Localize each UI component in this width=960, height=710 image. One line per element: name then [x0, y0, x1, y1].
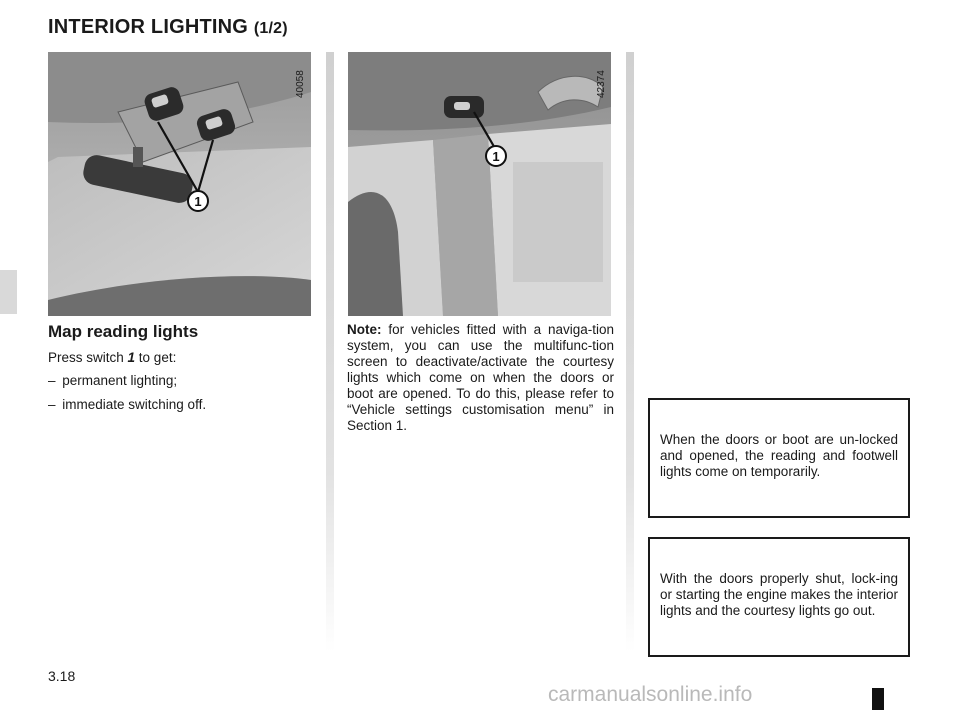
figure-2-callout: 1 — [492, 149, 500, 164]
figure-courtesy-light — [348, 52, 611, 316]
note-label: Note: — [347, 322, 382, 337]
section-heading-map-reading: Map reading lights — [48, 322, 199, 341]
column-separator-left — [326, 52, 334, 652]
figure-1-code: 40058 — [295, 70, 306, 98]
figure-1-callout: 1 — [194, 194, 202, 209]
info-box-doors-unlocked — [648, 398, 910, 518]
navigation-note — [347, 322, 614, 434]
list-item-immediate-switching-off: – immediate switching off. — [48, 397, 207, 412]
section-side-tab — [0, 270, 17, 314]
intro-after: to get: — [135, 350, 177, 365]
list-item-permanent-lighting: – permanent lighting; — [48, 373, 178, 388]
info-box-doors-shut-text: With the doors properly shut, lock-ing or starting the engine makes the interior lights and the courtesy lights go out. — [660, 571, 898, 618]
note-text: for vehicles fitted with a naviga-tion system, you can use the multifunc-tion screen to deactivate/activate the courtesy lights which come on when the doors or boot are opened. To do this, please refer to “Vehicle settings customisation menu” in Section 1. — [347, 322, 614, 433]
figure-map-reading-lights — [48, 52, 311, 316]
info-box-doors-unlocked-text: When the doors or boot are un-locked and opened, the reading and footwell lights come on temporarily. — [660, 432, 898, 479]
map-reading-intro — [48, 350, 176, 366]
page-title-part: (1/2) — [253, 20, 288, 37]
page-title — [48, 16, 288, 39]
watermark: carmanualsonline.info — [548, 683, 753, 706]
page-number: 3.18 — [48, 668, 76, 684]
figure-2-code: 42374 — [596, 70, 607, 98]
figure-map-reading-lights-illustration — [48, 52, 311, 316]
page-corner-mark — [872, 688, 884, 710]
info-box-doors-shut — [648, 537, 910, 657]
page-title-text: INTERIOR LIGHTING — [48, 16, 249, 38]
switch-reference: 1 — [127, 350, 136, 365]
intro-before: Press switch — [48, 350, 128, 365]
figure-courtesy-light-illustration — [348, 52, 611, 316]
column-separator-right — [626, 52, 634, 652]
